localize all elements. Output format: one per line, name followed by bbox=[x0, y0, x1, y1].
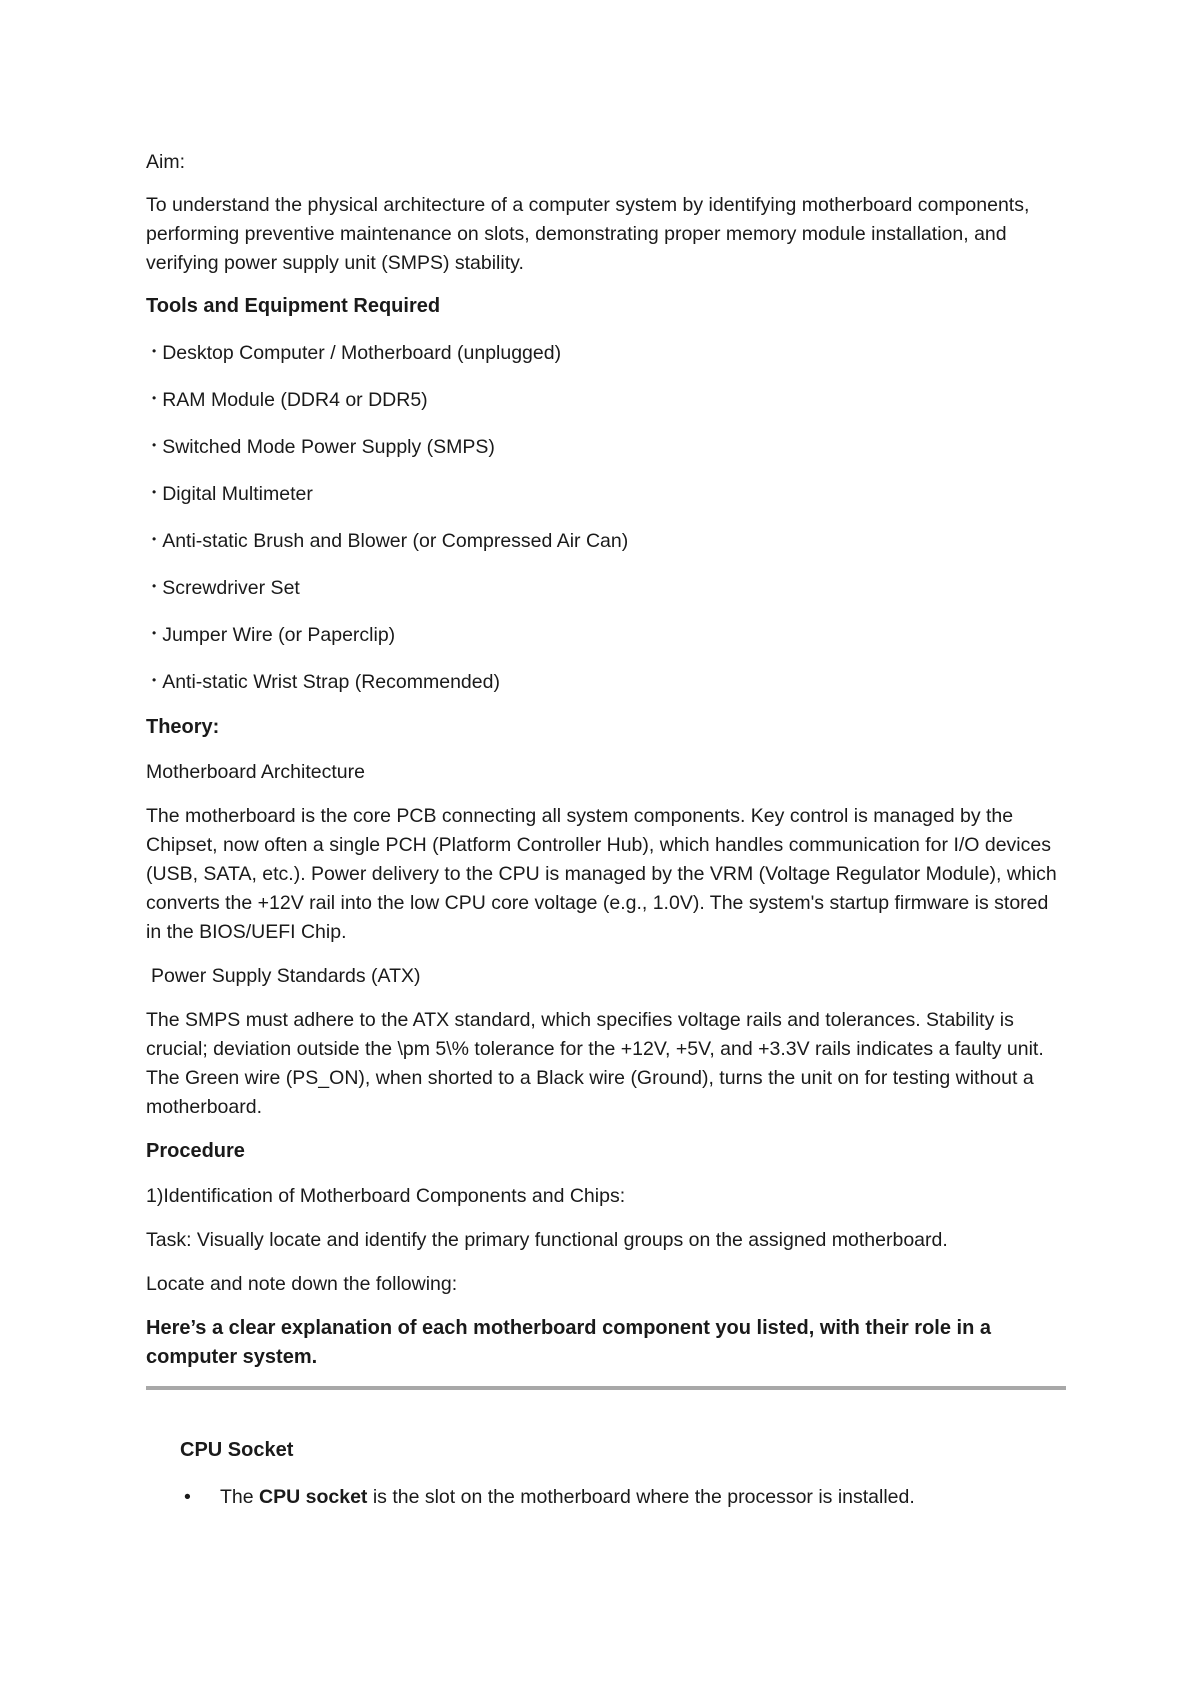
tool-item-label: Desktop Computer / Motherboard (unplugged) bbox=[162, 342, 562, 364]
tool-item-label: Screwdriver Set bbox=[162, 577, 300, 599]
bullet-icon: • bbox=[152, 532, 157, 546]
bullet-icon: • bbox=[152, 485, 157, 499]
document-page bbox=[146, 148, 1066, 1512]
component-explanation-intro: Here’s a clear explanation of each motherboard component you listed, with their role in a computer system. bbox=[146, 1317, 991, 1368]
procedure-locate: Locate and note down the following: bbox=[146, 1273, 458, 1295]
bullet-icon: • bbox=[152, 344, 157, 358]
list-item bbox=[146, 619, 1066, 650]
cpu-socket-text-post: is the slot on the motherboard where the processor is installed. bbox=[372, 1486, 915, 1508]
bullet-icon: • bbox=[152, 673, 157, 687]
list-item bbox=[146, 525, 1066, 556]
theory-heading: Theory: bbox=[146, 716, 220, 738]
cpu-socket-text-pre: The bbox=[220, 1486, 254, 1508]
power-supply-standards-text: The SMPS must adhere to the ATX standard, which specifies voltage rails and tolerances. Stability is crucial; deviation outside the \pm 5\% tolerance for the +12V, +5V, and +3.3V rails indicates a faulty unit. The Green wire (PS_ON), when shorted to a Black wire (Ground), turns the unit on for testing without a motherboard. bbox=[146, 1009, 1044, 1118]
aim-label: Aim: bbox=[146, 151, 185, 173]
tool-item-label: Anti-static Brush and Blower (or Compressed Air Can) bbox=[162, 530, 629, 552]
procedure-heading: Procedure bbox=[146, 1140, 245, 1162]
procedure-task: Task: Visually locate and identify the primary functional groups on the assigned motherboard. bbox=[146, 1229, 948, 1251]
tool-item-label: RAM Module (DDR4 or DDR5) bbox=[162, 389, 428, 411]
motherboard-architecture-text: The motherboard is the core PCB connecting all system components. Key control is managed by the Chipset, now often a single PCH (Platform Controller Hub), which handles communication for I/O devices (USB, SATA, etc.). Power delivery to the CPU is managed by the VRM (Voltage Regulator Module), which converts the +12V rail into the low CPU core voltage (e.g., 1.0V). The system's startup firmware is stored in the BIOS/UEFI Chip. bbox=[146, 805, 1057, 943]
cpu-socket-term: CPU socket bbox=[259, 1486, 368, 1508]
bullet-icon: • bbox=[152, 438, 157, 452]
power-supply-standards-title: Power Supply Standards (ATX) bbox=[151, 965, 421, 987]
list-item bbox=[146, 478, 1066, 509]
cpu-socket-heading: CPU Socket bbox=[180, 1439, 294, 1461]
list-item bbox=[146, 572, 1066, 603]
list-item bbox=[146, 431, 1066, 462]
tools-heading: Tools and Equipment Required bbox=[146, 295, 441, 317]
tools-list bbox=[146, 337, 1066, 697]
list-item bbox=[146, 666, 1066, 697]
list-item bbox=[146, 1483, 1066, 1512]
procedure-step-1: 1)Identification of Motherboard Components and Chips: bbox=[146, 1185, 626, 1207]
tool-item-label: Digital Multimeter bbox=[162, 483, 313, 505]
list-item bbox=[146, 384, 1066, 415]
list-item bbox=[146, 337, 1066, 368]
bullet-icon: • bbox=[184, 1486, 191, 1508]
cpu-socket-list bbox=[146, 1483, 1066, 1512]
tool-item-label: Switched Mode Power Supply (SMPS) bbox=[162, 436, 495, 458]
bullet-icon: • bbox=[152, 579, 157, 593]
tool-item-label: Jumper Wire (or Paperclip) bbox=[162, 624, 396, 646]
aim-text: To understand the physical architecture of a computer system by identifying motherboard components, performing preventive maintenance on slots, demonstrating proper memory module installation, and verifying power supply unit (SMPS) stability. bbox=[146, 194, 1030, 274]
bullet-icon: • bbox=[152, 626, 157, 640]
tool-item-label: Anti-static Wrist Strap (Recommended) bbox=[162, 671, 500, 693]
horizontal-divider bbox=[146, 1386, 1066, 1390]
motherboard-architecture-title: Motherboard Architecture bbox=[146, 761, 365, 783]
bullet-icon: • bbox=[152, 391, 157, 405]
